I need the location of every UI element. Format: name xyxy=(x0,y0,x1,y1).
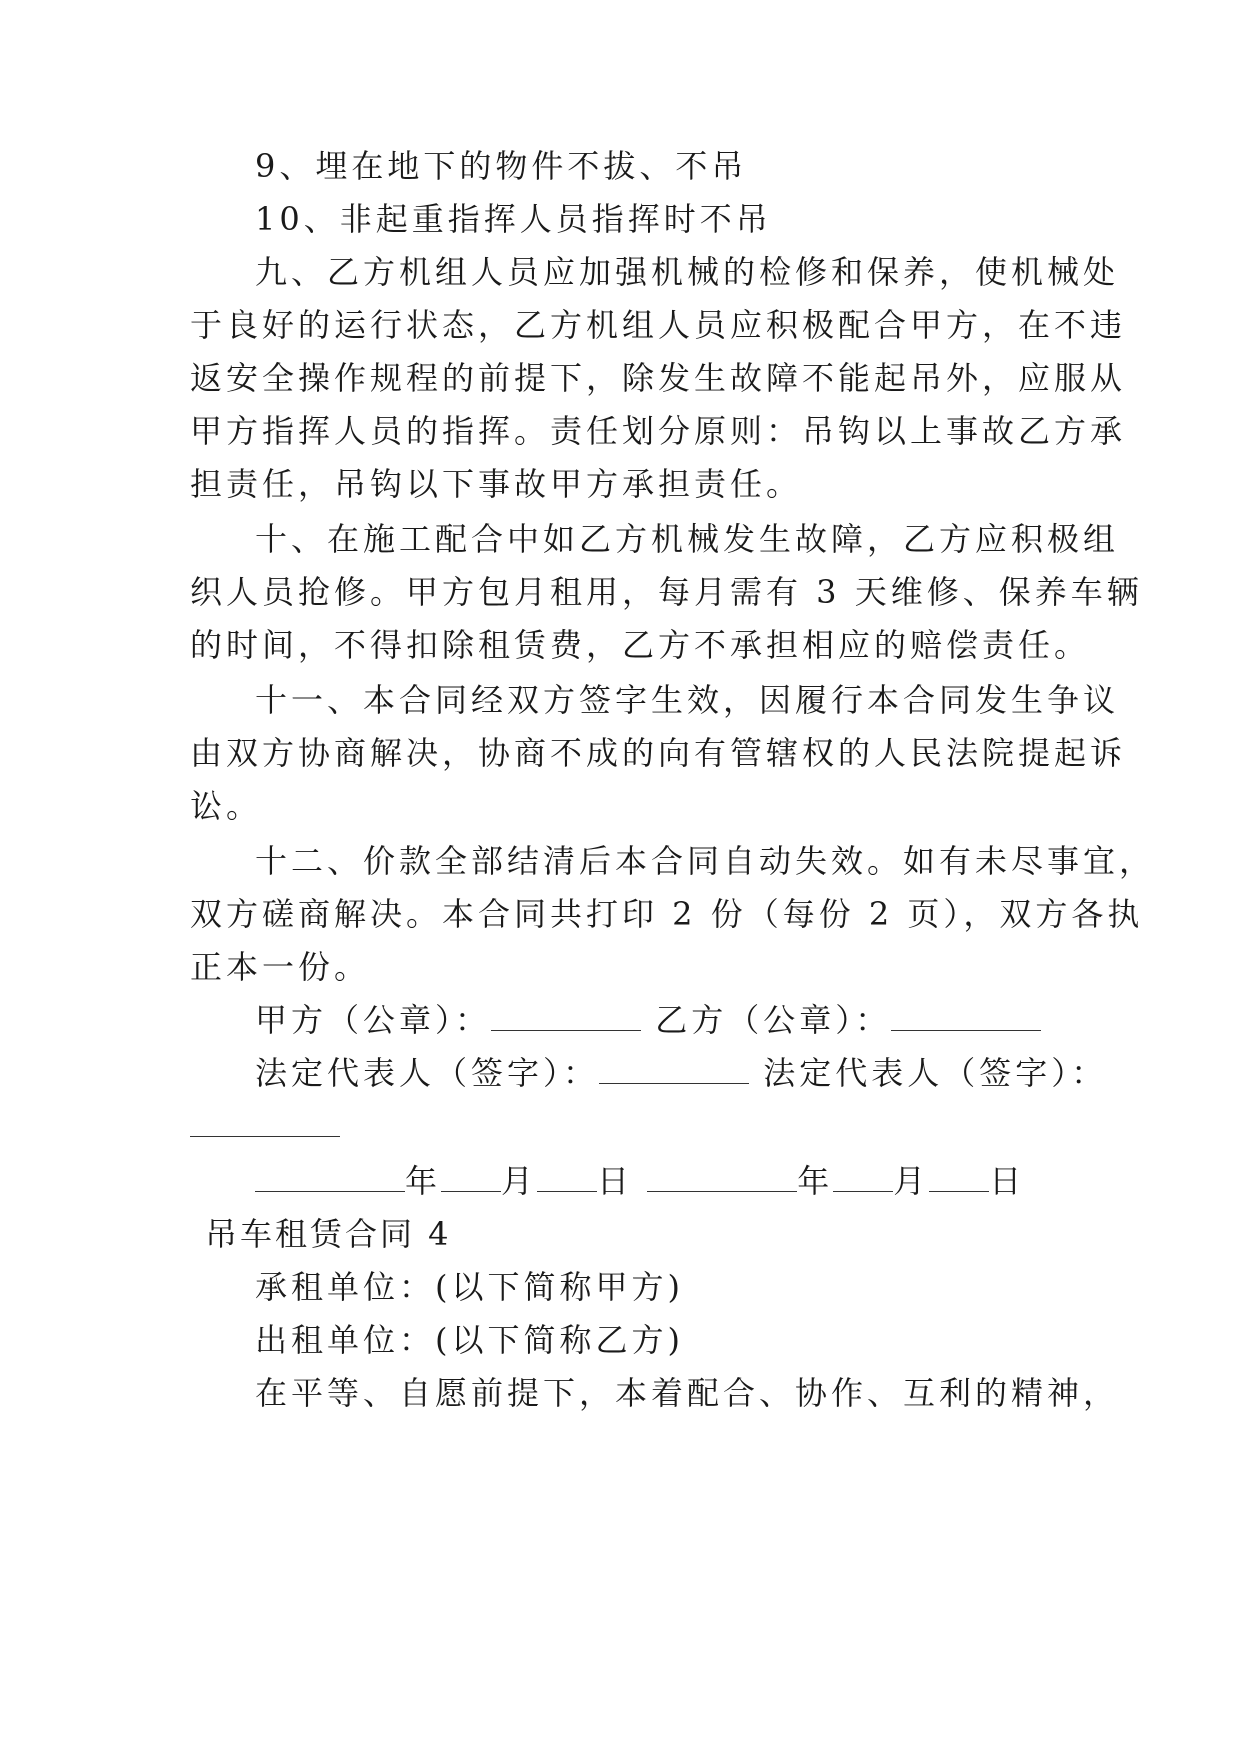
party-a-seal-label: 甲方（公章）： xyxy=(255,1001,492,1039)
party-a-rep-label: 法定代表人（签字）： xyxy=(255,1054,600,1092)
lessor-line: 出租单位：(以下简称乙方) xyxy=(255,1321,684,1359)
party-b-month-blank xyxy=(833,1161,893,1192)
clause-nine-line-1: 九、乙方机组人员应加强机械的检修和保养，使机械处 xyxy=(255,253,1120,291)
clause-twelve-line-2: 双方磋商解决。本合同共打印 2 份（每份 2 页），双方各执 xyxy=(190,895,1144,933)
seal-line xyxy=(255,1000,1041,1040)
party-b-year-label: 年 xyxy=(797,1162,834,1200)
party-a-day-label: 日 xyxy=(597,1162,634,1200)
clause-eleven-line-1: 十一、本合同经双方签字生效，因履行本合同发生争议 xyxy=(255,681,1120,719)
party-b-year-blank xyxy=(647,1161,797,1192)
party-b-rep-label: 法定代表人（签字）： xyxy=(763,1054,1108,1092)
clause-9-item-9: 9、埋在地下的物件不拔、不吊 xyxy=(255,147,748,185)
party-a-year-blank xyxy=(255,1161,405,1192)
clause-nine-line-2: 于良好的运行状态，乙方机组人员应积极配合甲方，在不违 xyxy=(190,306,1127,344)
clause-eleven-line-2: 由双方协商解决，协商不成的向有管辖权的人民法院提起诉 xyxy=(190,734,1127,772)
intro-line: 在平等、自愿前提下，本着配合、协作、互利的精神， xyxy=(255,1374,1120,1412)
clause-nine-line-5: 担责任，吊钩以下事故甲方承担责任。 xyxy=(190,465,803,503)
clause-ten-line-3: 的时间，不得扣除租赁费，乙方不承担相应的赔偿责任。 xyxy=(190,626,1091,664)
party-a-rep-blank xyxy=(599,1053,749,1084)
clause-twelve-line-1: 十二、价款全部结清后本合同自动失效。如有未尽事宜， xyxy=(255,842,1156,880)
party-b-rep-blank xyxy=(190,1106,340,1137)
party-b-day-blank xyxy=(929,1161,989,1192)
party-a-seal-blank xyxy=(491,1000,641,1031)
clause-ten-line-2: 织人员抢修。甲方包月租用，每月需有 3 天维修、保养车辆 xyxy=(190,573,1143,611)
clause-ten-line-1: 十、在施工配合中如乙方机械发生故障，乙方应积极组 xyxy=(255,520,1120,558)
clause-nine-line-3: 返安全操作规程的前提下，除发生故障不能起吊外，应服从 xyxy=(190,359,1127,397)
party-b-month-label: 月 xyxy=(893,1162,930,1200)
clause-nine-line-4: 甲方指挥人员的指挥。责任划分原则：吊钩以上事故乙方承 xyxy=(190,412,1127,450)
lessee-line: 承租单位：(以下简称甲方) xyxy=(255,1268,684,1306)
clause-eleven-line-3: 讼。 xyxy=(190,787,263,825)
party-b-seal-blank xyxy=(891,1000,1041,1031)
party-a-year-label: 年 xyxy=(405,1162,442,1200)
date-line xyxy=(255,1161,1025,1201)
representative-b-blank-line xyxy=(190,1106,340,1146)
party-a-month-label: 月 xyxy=(501,1162,538,1200)
representative-line xyxy=(255,1053,1107,1093)
party-a-day-blank xyxy=(537,1161,597,1192)
party-b-day-label: 日 xyxy=(989,1162,1026,1200)
clause-9-item-10: 10、非起重指挥人员指挥时不吊 xyxy=(255,200,772,238)
clause-twelve-line-3: 正本一份。 xyxy=(190,948,371,986)
contract-4-title: 吊车租赁合同 4 xyxy=(205,1215,452,1253)
party-b-seal-label: 乙方（公章）： xyxy=(655,1001,892,1039)
party-a-month-blank xyxy=(441,1161,501,1192)
